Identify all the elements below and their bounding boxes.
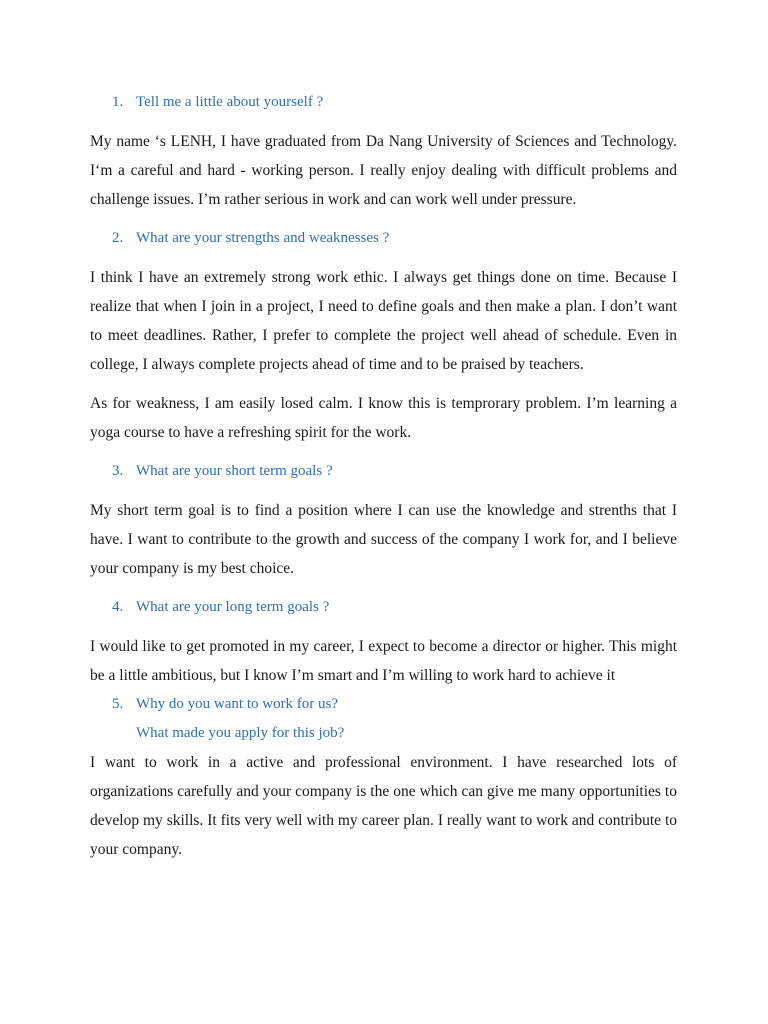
question-heading-5 [90, 690, 677, 719]
question-text: Tell me a little about yourself ? [136, 94, 324, 110]
question-heading-4 [90, 593, 677, 622]
question-heading-2 [90, 224, 677, 253]
question-subheading-5: What made you apply for this job? [136, 725, 345, 741]
question-text: What are your strengths and weaknesses ? [136, 230, 390, 246]
answer-paragraph: My short term goal is to find a position where I can use the knowledge and strenths that I have. I want to contribute to the growth and success of the company I work for, and I believe your company is my best choice. [90, 502, 677, 577]
question-number: 2. [112, 230, 124, 246]
question-heading-1 [90, 88, 677, 117]
question-text: Why do you want to work for us? [136, 696, 339, 712]
answer-paragraph: My name ‘s LENH, I have graduated from Da Nang University of Sciences and Technology. I‘m a careful and hard - working person. I really enjoy dealing with difficult problems and challenge issues. I’m rather serious in work and can work well under pressure. [90, 133, 677, 208]
question-number: 4. [112, 599, 124, 615]
document-page [90, 88, 677, 864]
question-number: 3. [112, 463, 124, 479]
answer-paragraph: As for weakness, I am easily losed calm. I know this is temprorary problem. I’m learning a yoga course to have a refreshing spirit for the work. [90, 395, 677, 441]
answer-paragraph: I want to work in a active and professional environment. I have researched lots of organizations carefully and your company is the one which can give me many opportunities to develop my skills. It fits very well with my career plan. I really want to work and contribute to your company. [90, 754, 677, 858]
question-text: What are your long term goals ? [136, 599, 330, 615]
answer-paragraph: I would like to get promoted in my career, I expect to become a director or higher. This might be a little ambitious, but I know I’m smart and I’m willing to work hard to achieve it [90, 638, 677, 684]
question-number: 1. [112, 94, 124, 110]
question-number: 5. [112, 696, 124, 712]
question-heading-3 [90, 457, 677, 486]
question-text: What are your short term goals ? [136, 463, 333, 479]
answer-paragraph: I think I have an extremely strong work ethic. I always get things done on time. Because I realize that when I join in a project, I need to define goals and then make a plan. I don’t want to meet deadlines. Rather, I prefer to complete the project well ahead of schedule. Even in college, I always complete projects ahead of time and to be praised by teachers. [90, 269, 677, 373]
